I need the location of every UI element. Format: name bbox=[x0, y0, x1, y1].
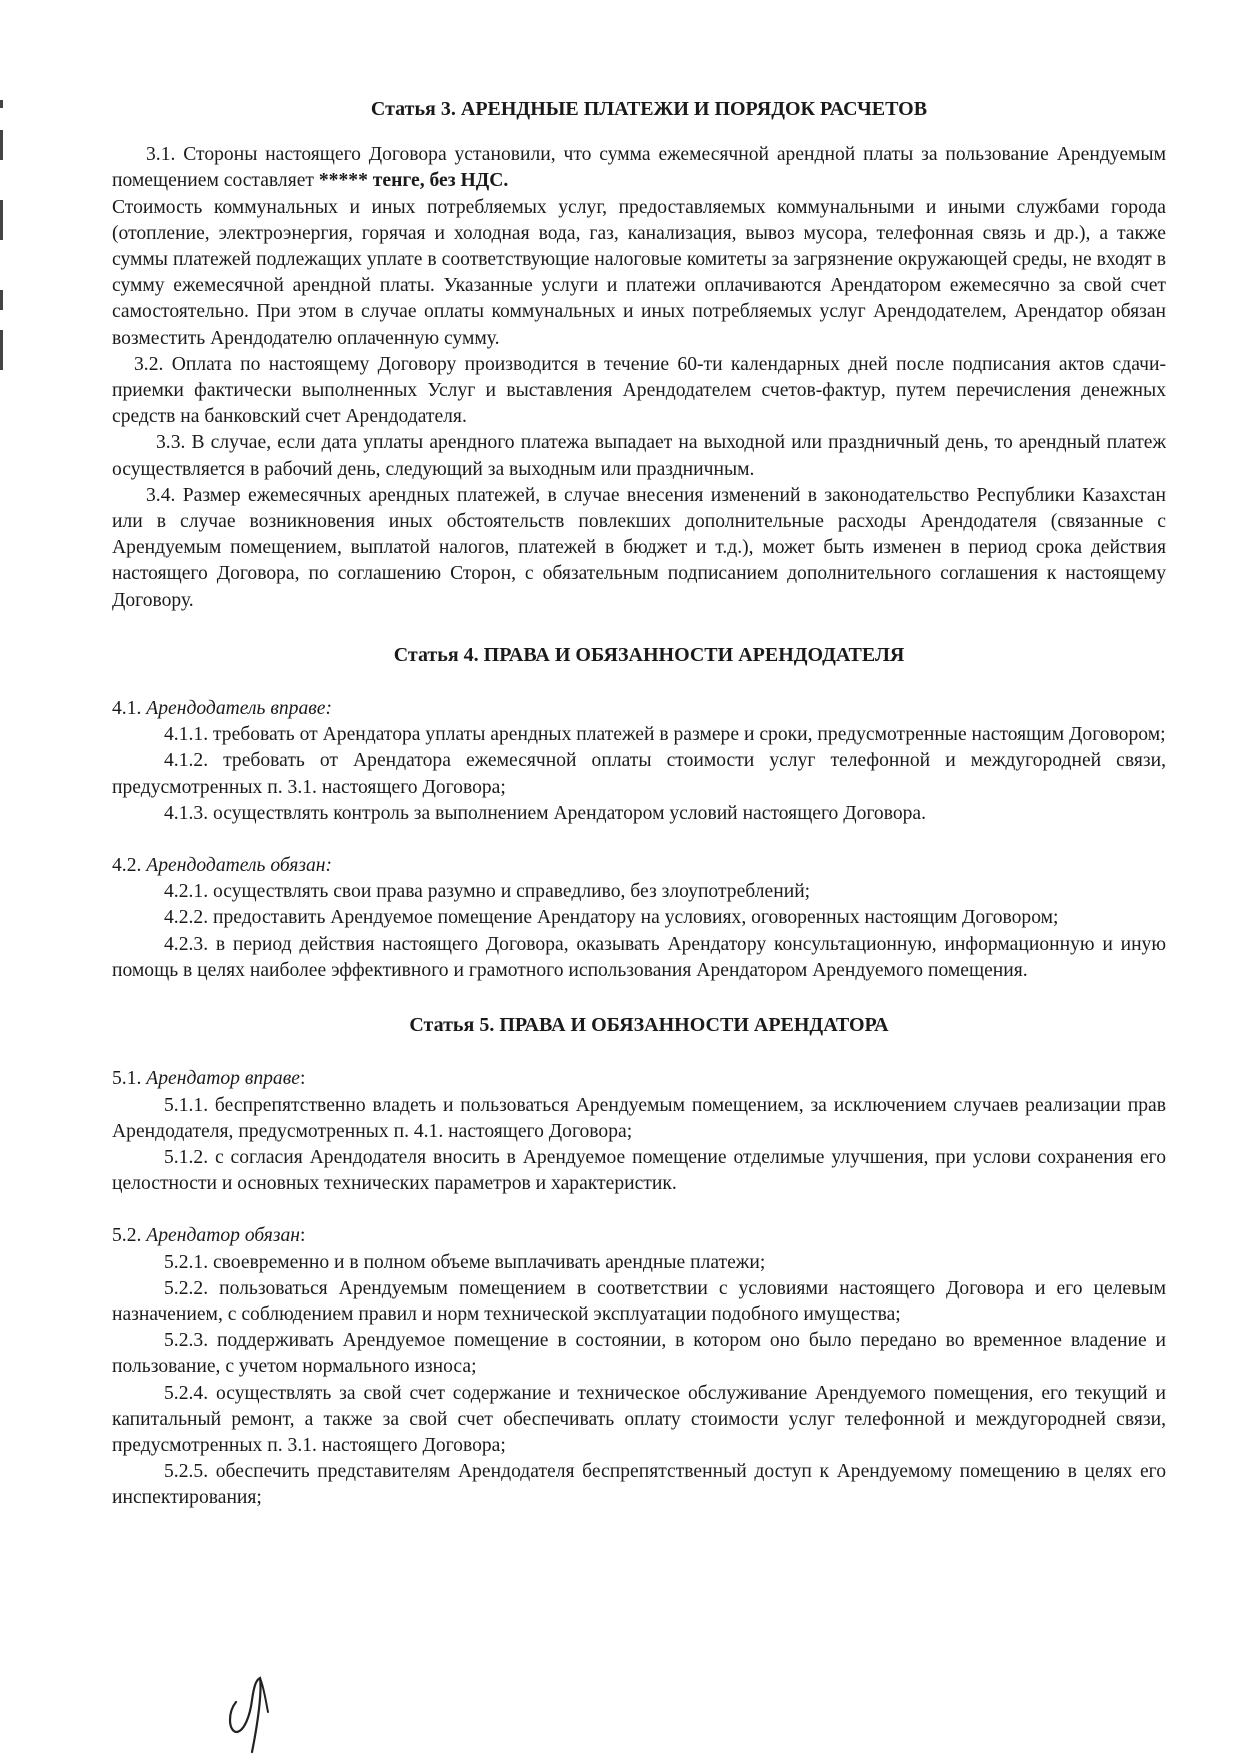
clause-4-2-3: 4.2.3. в период действия настоящего Договора, оказывать Арендатору консультационную, информационную и иную помощь в целях наиболее эффективного и грамотного использования Арендатором Арендуемого помещения. bbox=[112, 933, 1166, 981]
clause-4-2-1: 4.2.1. осуществлять свои права разумно и справедливо, без злоупотреблений; bbox=[164, 881, 811, 903]
section-5-2-title bbox=[112, 1223, 1166, 1249]
scan-edge-mark bbox=[0, 130, 3, 160]
section-5-1-number: 5.1. bbox=[112, 1068, 147, 1090]
section-4-1-number: 4.1. bbox=[112, 698, 147, 720]
clause-5-2-5: 5.2.5. обеспечить представителям Арендодателя беспрепятственный доступ к Арендуемому помещению в целях его инспектирования; bbox=[112, 1461, 1166, 1509]
clause-5-2-4: 5.2.4. осуществлять за свой счет содержание и техническое обслуживание Арендуемого помещения, его текущий и капитальный ремонт, а также за свой счет обеспечивать оплату стоимости услуг телефонной и междугородней связи, предусмотренных п. 3.1. настоящего Договора; bbox=[112, 1382, 1166, 1456]
section-4-1-label: Арендодатель вправе: bbox=[146, 698, 332, 720]
clause-5-1-1: 5.1.1. беспрепятственно владеть и пользоваться Арендуемым помещением, за исключением случаев реализации прав Арендодателя, предусмотренных п. 4.1. настоящего Договора; bbox=[112, 1094, 1166, 1142]
clause-3-1 bbox=[112, 142, 1166, 194]
section-5-1-title bbox=[112, 1066, 1166, 1092]
clause-3-4: 3.4. Размер ежемесячных арендных платежей, в случае внесения изменений в законодательство Республики Казахстан или в случае возникновения иных обстоятельств повлекших дополнительные расходы Арендодателя (связанные с Арендуемым помещением, выплатой налогов, платежей в бюджет и т.д.), может быть изменен в период срока действия настоящего Договора, по соглашению Сторон, с обязательным подписанием дополнительного соглашения к настоящему Договору. bbox=[112, 484, 1166, 611]
clause-4-2-2: 4.2.2. предоставить Арендуемое помещение Арендатору на условиях, оговоренных настоящим Договором; bbox=[164, 907, 1059, 929]
section-5-1-label: Арендатор вправе bbox=[146, 1068, 300, 1090]
scan-edge-mark bbox=[0, 290, 3, 310]
scan-edge-mark bbox=[0, 100, 3, 108]
clause-3-3: 3.3. В случае, если дата уплаты арендного платежа выпадает на выходной или праздничный день, то арендный платеж осуществляется в рабочий день, следующий за выходным или праздничным. bbox=[112, 432, 1166, 480]
article-5-heading: Статья 5. ПРАВА И ОБЯЗАННОСТИ АРЕНДАТОРА bbox=[409, 1014, 889, 1037]
article-3-heading: Статья 3. АРЕНДНЫЕ ПЛАТЕЖИ И ПОРЯДОК РАСЧЕТОВ bbox=[370, 98, 928, 120]
signature-mark bbox=[222, 1672, 282, 1754]
section-4-1-title bbox=[112, 696, 1166, 722]
clause-4-1-1: 4.1.1. требовать от Арендатора уплаты арендных платежей в размере и сроки, предусмотренные настоящим Договором; bbox=[164, 724, 1166, 746]
section-5-2-label: Арендатор обязан bbox=[146, 1225, 301, 1247]
section-5-1-colon: : bbox=[299, 1068, 306, 1090]
clause-5-2-2: 5.2.2. пользоваться Арендуемым помещением в соответствии с условиями настоящего Договора и его целевым назначением, с соблюдением правил и норм технической эксплуатации подобного имущества; bbox=[112, 1277, 1166, 1325]
clause-4-1-2: 4.1.2. требовать от Арендатора ежемесячной оплаты стоимости услуг телефонной и междугородней связи, предусмотренных п. 3.1. настоящего Договора; bbox=[112, 750, 1166, 798]
clause-5-1-2: 5.1.2. с согласия Арендодателя вносить в Арендуемое помещение отделимые улучшения, при услови сохранения его целостности и основных технических параметров и характеристик. bbox=[112, 1146, 1166, 1195]
clause-3-1-text: 3.1. Стороны настоящего Договора установили, что сумма ежемесячной арендной платы за пользование Арендуемым помещением составляет bbox=[112, 144, 1166, 192]
section-4-2-title bbox=[112, 853, 1166, 879]
section-4-2-label: Арендодатель обязан: bbox=[146, 855, 333, 877]
section-5-2-colon: : bbox=[300, 1225, 306, 1247]
section-5-2-number: 5.2. bbox=[112, 1225, 147, 1247]
clause-utilities: Стоимость коммунальных и иных потребляемых услуг, предоставляемых коммунальными и иными службами города (отопление, электроэнергия, горячая и холодная вода, газ, канализация, вывоз мусора, телефонная связь и др.), а также суммы платежей подлежащих уплате в соответствующие налоговые комитеты за загрязнение окружающей среды, не входят в сумму ежемесячной арендной платы. Указанные услуги и платежи оплачиваются Арендатором ежемесячно за свой счет самостоятельно. При этом в случае оплаты коммунальных и иных потребляемых услуг Арендодателем, Арендатор обязан возместить Арендодателю оплаченную сумму. bbox=[112, 196, 1166, 349]
scan-edge-mark bbox=[0, 330, 3, 370]
article-4-heading: Статья 4. ПРАВА И ОБЯЗАННОСТИ АРЕНДОДАТЕЛЯ bbox=[393, 643, 905, 666]
scan-edge-mark bbox=[0, 200, 3, 240]
document-page bbox=[112, 96, 1166, 1512]
clause-4-1-3: 4.1.3. осуществлять контроль за выполнением Арендатором условий настоящего Договора. bbox=[164, 802, 927, 824]
clause-3-1-amount: ***** тенге, без НДС. bbox=[318, 170, 509, 192]
clause-3-2: 3.2. Оплата по настоящему Договору производится в течение 60-ти календарных дней после подписания актов сдачи-приемки фактически выполненных Услуг и выставления Арендодателем счетов-фактур, путем перечисления денежных средств на банковский счет Арендодателя. bbox=[112, 353, 1166, 428]
section-4-2-number: 4.2. bbox=[112, 855, 147, 877]
clause-5-2-1: 5.2.1. своевременно и в полном объеме выплачивать арендные платежи; bbox=[164, 1251, 766, 1273]
clause-5-2-3: 5.2.3. поддерживать Арендуемое помещение в состоянии, в котором оно было передано во временное владение и пользование, с учетом нормального износа; bbox=[112, 1330, 1166, 1378]
